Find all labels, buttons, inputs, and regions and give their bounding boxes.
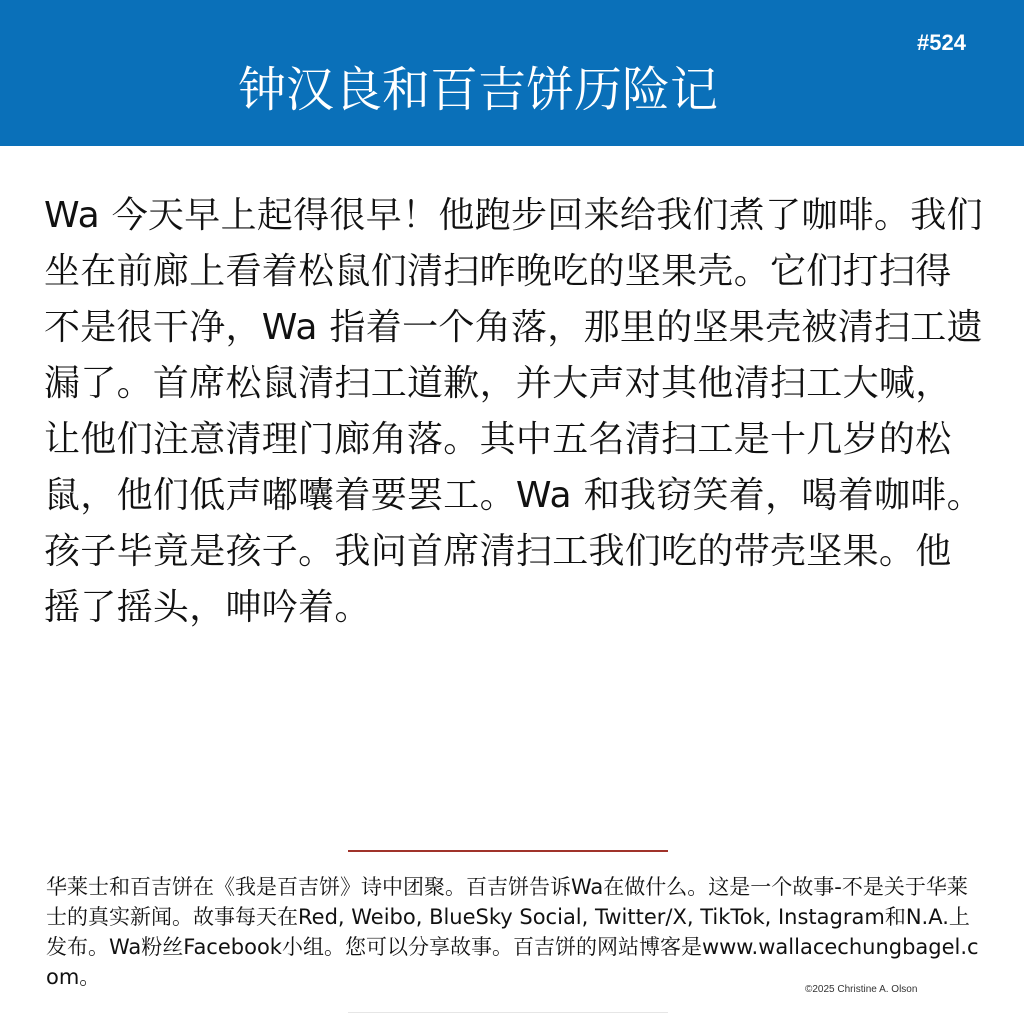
page-title: 钟汉良和百吉饼历险记 — [237, 62, 718, 118]
header-banner — [0, 0, 1024, 146]
story-text: Wa 今天早上起得很早！他跑步回来给我们煮了咖啡。我们坐在前廊上看着松鼠们清扫昨晚吃的坚果壳。它们打扫得不是很干净，Wa 指着一个角落，那里的坚果壳被清扫工遗漏了。首席松鼠清扫工道歉，并大声对其他清扫工大喊，让他们注意清理门廊角落。其中五名清扫工是十几岁的松鼠，他们低声嘟囔着要罢工。Wa 和我窃笑着，喝着咖啡。孩子毕竟是孩子。我问首席清扫工我们吃的带壳坚果。他摇了摇头，呻吟着。 — [44, 195, 983, 628]
copyright-text: ©2025 Christine A. Olson — [805, 984, 918, 995]
episode-number: #524 — [917, 30, 966, 55]
bottom-divider — [348, 1012, 668, 1013]
footer-note: 华莱士和百吉饼在《我是百吉饼》诗中团聚。百吉饼告诉Wa在做什么。这是一个故事-不是关于华莱士的真实新闻。故事每天在Red, Weibo, BlueSky Social, Twitter/X, TikTok, Instagram和N.A.上发布。Wa粉丝Facebook小组。您可以分享故事。百吉饼的网站博客是www.wallacechungbagel.com。 — [46, 875, 979, 989]
divider-line — [348, 850, 668, 852]
